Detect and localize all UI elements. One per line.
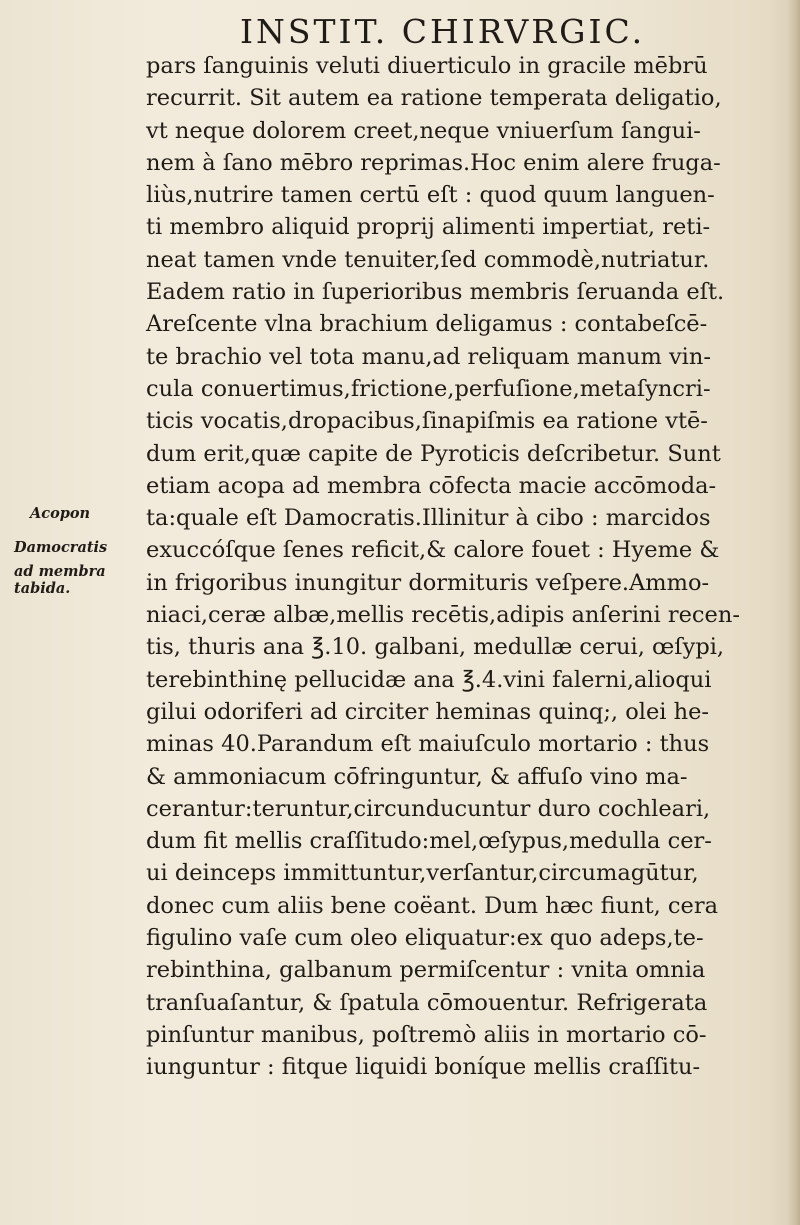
text-line: tranſuaſantur, & ſpatula cōmouentur. Refrigerata [146,989,708,1016]
text-line: ti membro aliquid proprij alimenti impertiat, reti- [146,214,711,241]
text-line: cerantur:teruntur,circunducuntur duro cochleari, [146,795,711,822]
margin-note-ad-membra: ad membra [14,563,106,580]
text-line: recurrit. Sit autem ea ratione temperata deligatio, [146,85,722,112]
text-line: pinſuntur manibus, poſtremò aliis in mortario cō- [146,1021,707,1048]
text-line: liùs,nutrire tamen certū eſt : quod quum languen- [146,182,715,209]
text-line: niaci,ceræ albæ,mellis recētis,adipis anſerini recen- [146,602,740,629]
text-line: vt neque dolorem creet,neque vniuerſum ſangui- [146,117,701,144]
text-line: donec cum aliis bene coëant. Dum hæc fiunt, cera [146,892,719,919]
page-edge [786,0,800,1225]
margin-note-acopon: Acopon [30,505,91,522]
text-line: figulino vaſe cum oleo eliquatur:ex quo adeps,te- [146,925,704,952]
text-line: tis, thuris ana ℥.10. galbani, medullæ cerui, œſypi, [146,634,725,661]
text-line: Areſcente vlna brachium deligamus : contabeſcē- [146,311,708,338]
text-line: iunguntur : fitque liquidi boníque mellis craſſitu- [146,1054,701,1081]
text-line: ticis vocatis,dropacibus,ſinapiſmis ea ratione vtē- [146,408,708,435]
text-line: gilui odoriferi ad circiter heminas quinq;, olei he- [146,698,710,725]
text-line: pars ſanguinis veluti diuerticulo in gracile mēbrū [146,53,708,79]
text-line: ui deinceps immittuntur,verſantur,circumagūtur, [146,860,699,887]
text-line: terebinthinę pellucidæ ana ℥.4.vini falerni,alioqui [146,666,712,693]
text-line: minas 40.Parandum eſt maiuſculo mortario : thus [146,731,710,758]
body-text [146,50,786,1084]
running-header: INSTIT. CHIRVRGIC. [240,12,646,51]
text-line: dum erit,quæ capite de Pyroticis deſcribetur. Sunt [146,440,721,467]
text-line: neat tamen vnde tenuiter,ſed commodè,nutriatur. [146,246,710,273]
text-line: te brachio vel tota manu,ad reliquam manum vin- [146,343,711,370]
text-line: ta:quale eſt Damocratis.Illinitur à cibo : marcidos [146,505,711,532]
margin-note-tabida: tabida. [14,580,71,597]
text-line: dum fit mellis craſſitudo:mel,œſypus,medulla cer- [146,828,712,855]
text-line: in frigoribus inungitur dormituris veſpere.Ammo- [146,569,710,596]
text-line: & ammoniacum cōfringuntur, & affuſo vino ma- [146,763,688,790]
text-line: nem à ſano mēbro reprimas.Hoc enim alere fruga- [146,149,721,176]
margin-note-damocratis: Damocratis [14,539,108,556]
text-line: Eadem ratio in ſuperioribus membris ſeruanda eſt. [146,279,725,306]
text-line: exuccóſque ſenes reficit,& calore fouet : Hyeme & [146,537,720,564]
text-line: rebinthina, galbanum permiſcentur : vnita omnia [146,957,706,984]
text-line: etiam acopa ad membra cōfecta macie accōmoda- [146,472,717,499]
text-line: cula conuertimus,frictione,perfuſione,metaſyncri- [146,375,711,402]
